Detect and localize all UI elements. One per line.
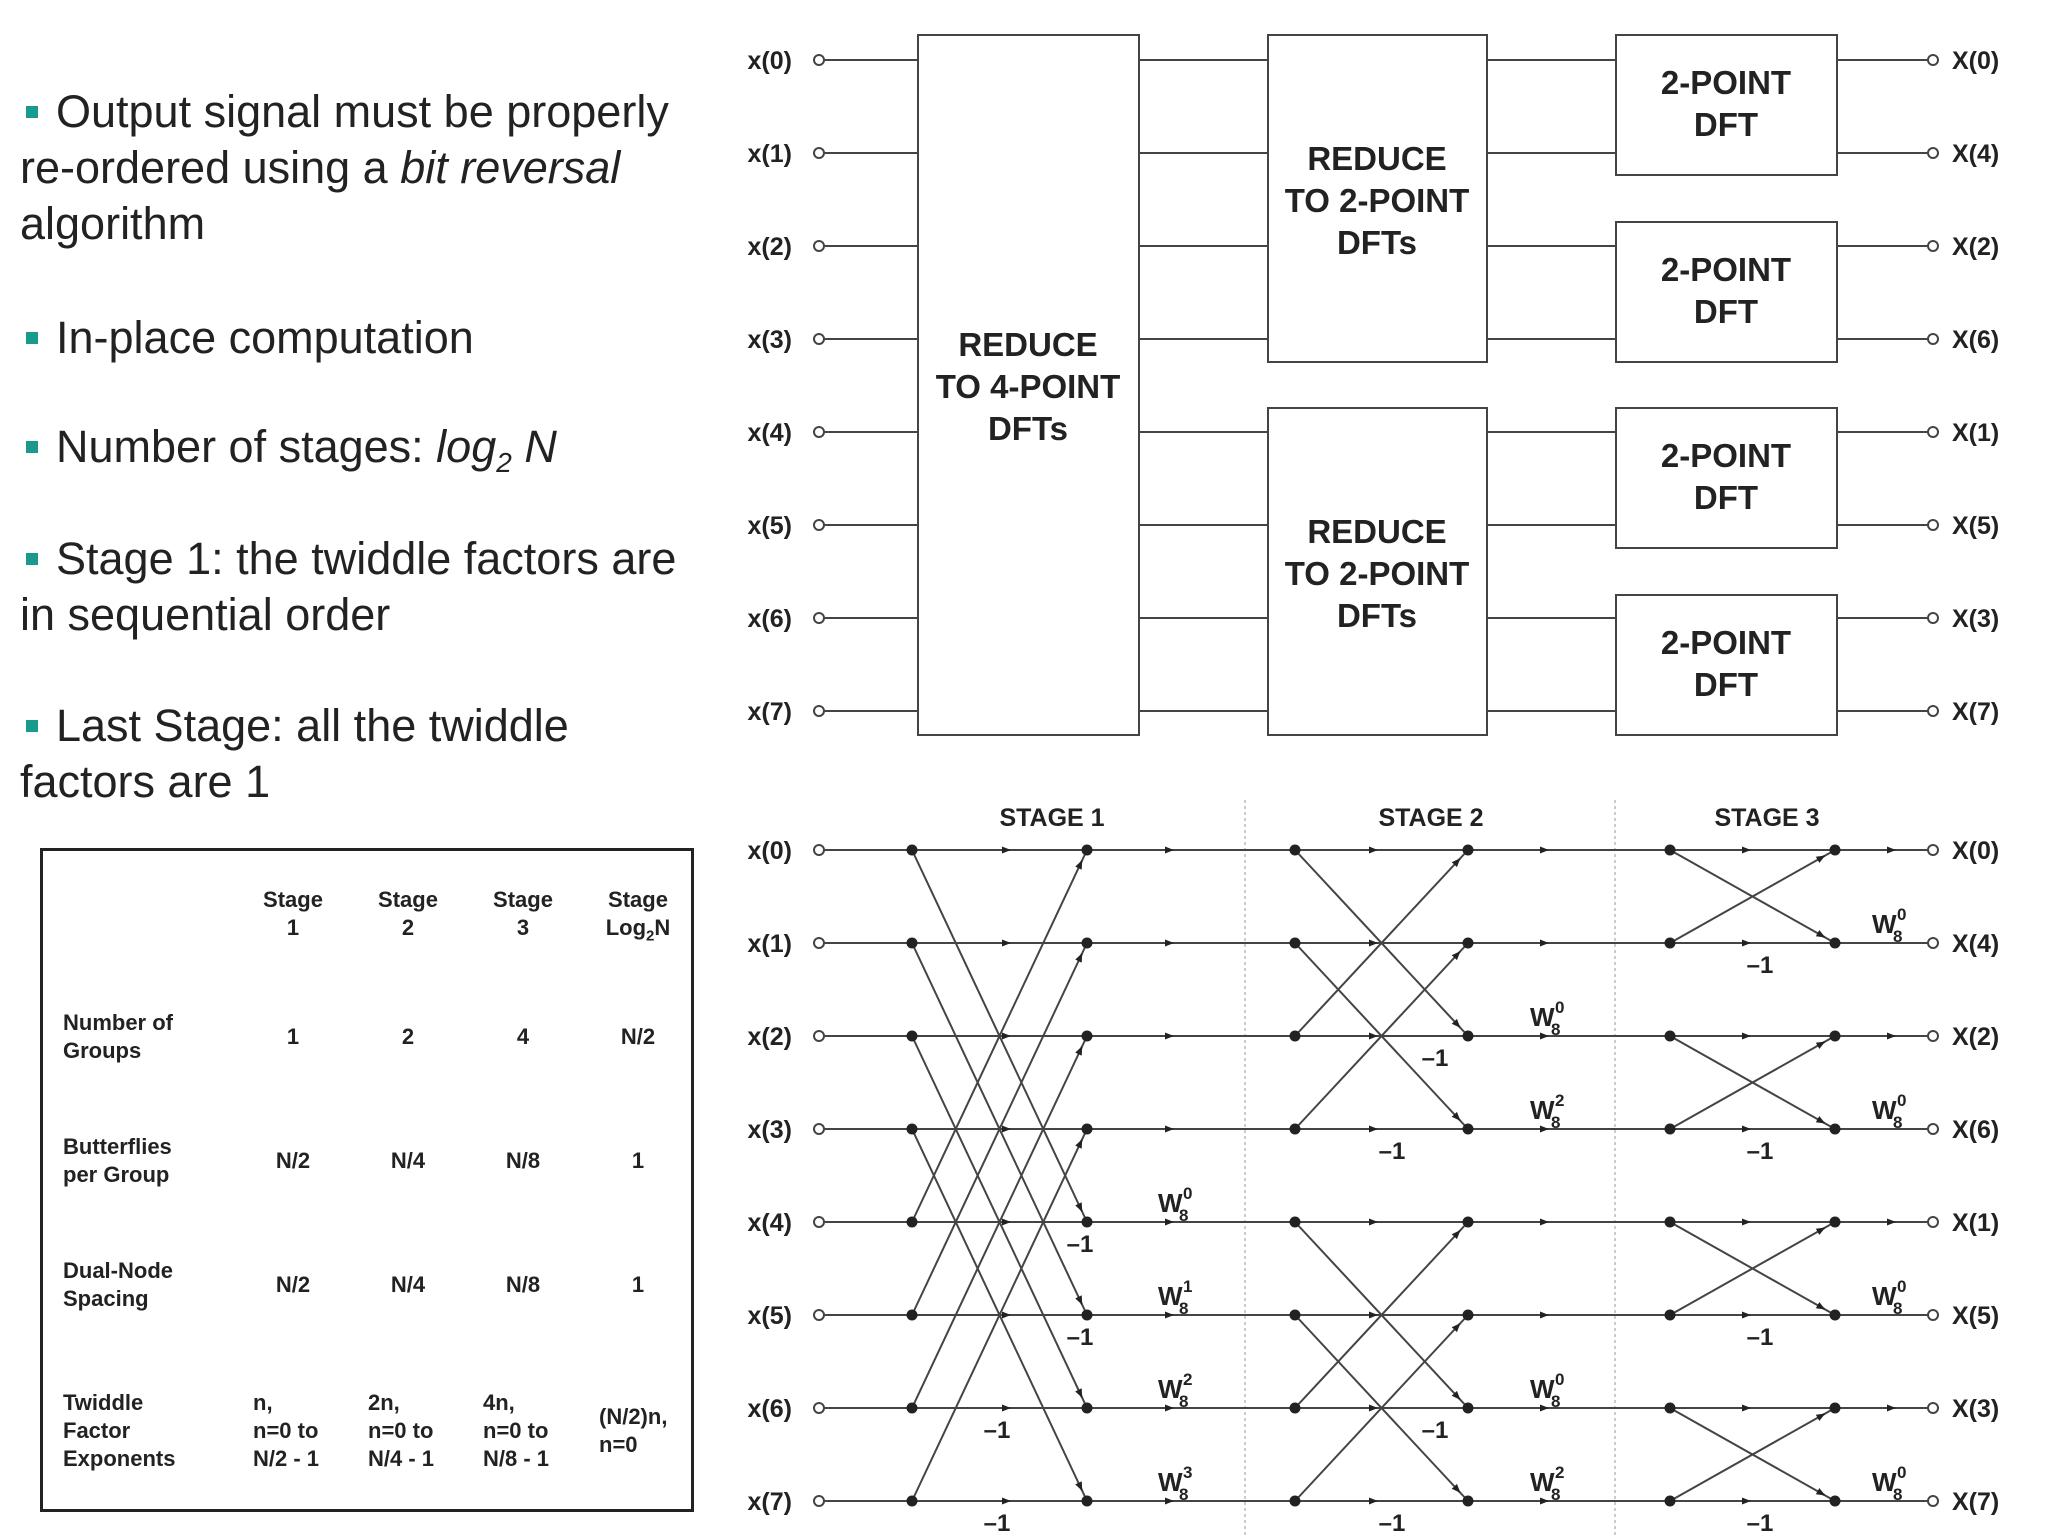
cell-spacing-3: N/8: [505, 1272, 541, 1297]
twiddle-sub: 8: [1551, 1485, 1561, 1504]
minus-one-label: –1: [1421, 1045, 1449, 1072]
output-label: X(0): [1952, 837, 2000, 865]
bullet-italic: bit reversal: [400, 142, 621, 193]
output-node: [1928, 1403, 1938, 1413]
output-node: [1928, 334, 1938, 344]
butterfly-node: [1830, 1124, 1841, 1135]
output-node: [1928, 520, 1938, 530]
bullet-marker: [26, 441, 38, 453]
input-node: [814, 613, 824, 623]
twiddle-sub: 8: [1179, 1392, 1189, 1411]
twiddle-sub: 8: [1893, 927, 1903, 946]
header-log: Log: [605, 915, 647, 940]
block-text: DFT: [1693, 292, 1759, 330]
block-text: 2-POINT: [1660, 623, 1792, 661]
butterfly-node: [1290, 1217, 1301, 1228]
twiddle-sub: 8: [1179, 1206, 1189, 1225]
twiddle-line: N/2 - 1: [253, 1446, 320, 1471]
twiddle-exp: 0: [1897, 905, 1907, 924]
butterfly-node: [1830, 1031, 1841, 1042]
butterfly-node: [1830, 938, 1841, 949]
output-label: X(3): [1952, 1395, 2000, 1423]
butterfly-node: [1082, 1403, 1093, 1414]
twiddle-base: W: [1530, 1467, 1555, 1497]
stage-table: [40, 848, 694, 1512]
minus-one-label: –1: [1746, 952, 1774, 979]
butterfly-node: [1463, 1031, 1474, 1042]
butterfly-node: [1830, 1403, 1841, 1414]
input-label: x(1): [747, 140, 792, 168]
butterfly-node: [1290, 1124, 1301, 1135]
output-label: X(2): [1952, 233, 2000, 261]
butterfly-node: [1830, 1496, 1841, 1507]
twiddle-sub: 8: [1893, 1299, 1903, 1318]
cell-groups-1: 1: [286, 1024, 300, 1049]
row-label-line: per Group: [63, 1162, 170, 1187]
row-label-spacing: [63, 1257, 213, 1313]
butterfly-node: [1463, 845, 1474, 856]
header-line: 1: [286, 915, 300, 940]
butterfly-node: [1082, 1310, 1093, 1321]
output-node: [1928, 1496, 1938, 1506]
block-text: DFT: [1693, 478, 1759, 516]
cell-groups-log: N/2: [620, 1024, 656, 1049]
output-label: X(4): [1952, 930, 2000, 958]
twiddle-exp: 2: [1555, 1091, 1565, 1110]
butterfly-node: [1665, 1124, 1676, 1135]
output-node: [1928, 706, 1938, 716]
twiddle-exp: 1: [1183, 1277, 1193, 1296]
butterfly-node: [1082, 1217, 1093, 1228]
cell-butterflies-3: N/8: [505, 1148, 541, 1173]
input-node: [814, 1031, 824, 1041]
twiddle-exp: 2: [1183, 1370, 1193, 1389]
output-node: [1928, 1217, 1938, 1227]
twiddle-line: n=0: [599, 1432, 638, 1457]
twiddle-exp: 0: [1183, 1184, 1193, 1203]
butterfly-node: [907, 1403, 918, 1414]
block-text: TO 4-POINT: [935, 367, 1121, 405]
butterfly-node: [1290, 845, 1301, 856]
block-text: 2-POINT: [1660, 436, 1792, 474]
output-node: [1928, 845, 1938, 855]
header-line: Stage: [263, 887, 323, 912]
output-node: [1928, 241, 1938, 251]
twiddle-exp: 0: [1897, 1277, 1907, 1296]
butterfly-node: [1665, 1310, 1676, 1321]
butterfly-node: [1665, 1031, 1676, 1042]
output-label: X(6): [1952, 1116, 2000, 1144]
twiddle-sub: 8: [1179, 1485, 1189, 1504]
header-sub: 2: [646, 927, 655, 945]
edge-arrow: [1823, 1042, 1825, 1043]
edge-arrow: [1458, 1324, 1459, 1325]
twiddle-base: W: [1530, 1095, 1555, 1125]
butterfly-node: [1830, 1217, 1841, 1228]
block-text: 2-POINT: [1660, 63, 1792, 101]
butterfly-node: [907, 938, 918, 949]
butterfly-node: [1665, 1496, 1676, 1507]
header-stage-1: [238, 886, 348, 942]
output-label: X(7): [1952, 698, 2000, 726]
cell-groups-3: 4: [516, 1024, 530, 1049]
twiddle-line: 2n,: [368, 1390, 400, 1415]
edge-arrow: [1823, 1308, 1825, 1309]
butterfly-node: [1290, 1403, 1301, 1414]
stage-title: STAGE 1: [999, 804, 1105, 832]
edge-arrow: [1081, 1302, 1082, 1304]
edge-arrow: [1823, 1122, 1825, 1123]
edge-arrow: [1081, 954, 1082, 956]
edge-arrow: [1458, 1231, 1459, 1232]
input-label: x(5): [747, 1302, 792, 1330]
bullet-marker: [26, 720, 38, 732]
header-line: Stage: [378, 887, 438, 912]
formula-log: log: [436, 421, 497, 472]
input-node: [814, 1217, 824, 1227]
twiddle-exp: 2: [1555, 1463, 1565, 1482]
butterfly-node: [1290, 1310, 1301, 1321]
twiddle-base: W: [1872, 909, 1897, 939]
input-label: x(6): [747, 605, 792, 633]
output-label: X(1): [1952, 419, 2000, 447]
butterfly-node: [1082, 1496, 1093, 1507]
output-label: X(5): [1952, 512, 2000, 540]
bullet-text: Stage 1: the twiddle factors are in sequential order: [20, 533, 677, 640]
minus-one-label: –1: [1746, 1324, 1774, 1351]
twiddle-exp: 0: [1555, 1370, 1565, 1389]
output-node: [1928, 427, 1938, 437]
butterfly-node: [1665, 1217, 1676, 1228]
block-diagram: [748, 35, 2000, 735]
edge-arrow: [1081, 861, 1082, 863]
input-label: x(6): [747, 1395, 792, 1423]
input-label: x(5): [747, 512, 792, 540]
bullet-marker: [26, 106, 38, 118]
minus-one-label: –1: [1746, 1138, 1774, 1165]
input-node: [814, 520, 824, 530]
cell-spacing-log: 1: [631, 1272, 645, 1297]
bullet-text: Output signal must be properly re-ordered using a: [20, 86, 669, 193]
butterfly-node: [907, 1496, 918, 1507]
input-label: x(2): [747, 1023, 792, 1051]
twiddle-base: W: [1158, 1188, 1183, 1218]
cell-butterflies-2: N/4: [390, 1148, 426, 1173]
butterfly-node: [1082, 1031, 1093, 1042]
fft-diagrams: [740, 0, 2040, 1536]
minus-one-label: –1: [1066, 1231, 1094, 1258]
cell-spacing-2: N/4: [390, 1272, 426, 1297]
butterfly-node: [1830, 1310, 1841, 1321]
output-label: X(1): [1952, 1209, 2000, 1237]
butterfly-node: [1463, 938, 1474, 949]
twiddle-base: W: [1158, 1374, 1183, 1404]
input-label: x(3): [747, 1116, 792, 1144]
row-label-line: Dual-Node: [63, 1258, 173, 1283]
butterfly-node: [1665, 845, 1676, 856]
cell-groups-2: 2: [401, 1024, 415, 1049]
minus-one-label: –1: [983, 1510, 1011, 1536]
twiddle-line: n=0 to: [253, 1418, 319, 1443]
bullet-text: Number of stages:: [56, 421, 437, 472]
twiddle-sub: 8: [1893, 1113, 1903, 1132]
butterfly-node: [1290, 1496, 1301, 1507]
input-node: [814, 241, 824, 251]
edge-arrow: [1823, 1228, 1825, 1229]
cell-twiddle-1: [253, 1389, 363, 1473]
twiddle-line: n=0 to: [368, 1418, 434, 1443]
cell-twiddle-log: [599, 1403, 709, 1459]
twiddle-line: (N/2)n,: [599, 1404, 668, 1429]
formula-arg: N: [524, 421, 557, 472]
twiddle-sub: 8: [1179, 1299, 1189, 1318]
row-label-line: Butterflies: [63, 1134, 172, 1159]
edge-arrow: [1458, 1491, 1459, 1492]
minus-one-label: –1: [1066, 1324, 1094, 1351]
bullet-stage1: [20, 531, 700, 643]
bullet-text: algorithm: [20, 198, 206, 249]
twiddle-base: W: [1530, 1374, 1555, 1404]
butterfly-node: [907, 1124, 918, 1135]
header-line: [583, 914, 693, 950]
block-text: 2-POINT: [1660, 250, 1792, 288]
edge-arrow: [1458, 952, 1459, 953]
cell-twiddle-3: [483, 1389, 593, 1473]
output-node: [1928, 148, 1938, 158]
input-node: [814, 706, 824, 716]
block-text: DFTs: [987, 409, 1069, 447]
minus-one-label: –1: [1421, 1417, 1449, 1444]
output-node: [1928, 613, 1938, 623]
butterfly-node: [1463, 1496, 1474, 1507]
row-label-groups: [63, 1009, 213, 1065]
input-label: x(0): [747, 47, 792, 75]
bullet-stages: [20, 419, 557, 491]
butterfly-node: [907, 1031, 918, 1042]
block-text: REDUCE: [1307, 139, 1447, 177]
header-line: 3: [516, 915, 530, 940]
input-node: [814, 1310, 824, 1320]
header-stage-3: [468, 886, 578, 942]
output-label: X(4): [1952, 140, 2000, 168]
twiddle-sub: 8: [1551, 1392, 1561, 1411]
output-label: X(7): [1952, 1488, 2000, 1516]
input-node: [814, 427, 824, 437]
twiddle-exp: 0: [1555, 998, 1565, 1017]
row-label-twiddle: [63, 1389, 213, 1473]
twiddle-base: W: [1158, 1281, 1183, 1311]
twiddle-base: W: [1530, 1002, 1555, 1032]
twiddle-line: N/4 - 1: [368, 1446, 435, 1471]
header-stage-2: [353, 886, 463, 942]
input-node: [814, 1496, 824, 1506]
block-text: DFTs: [1336, 223, 1418, 261]
cell-twiddle-2: [368, 1389, 478, 1473]
cell-butterflies-1: N/2: [275, 1148, 311, 1173]
input-node: [814, 55, 824, 65]
twiddle-base: W: [1872, 1281, 1897, 1311]
butterfly-node: [1665, 1403, 1676, 1414]
input-label: x(7): [747, 1488, 792, 1516]
bullet-bit-reversal: [20, 84, 700, 252]
input-label: x(4): [747, 419, 792, 447]
butterfly-node: [1082, 938, 1093, 949]
minus-one-label: –1: [1746, 1510, 1774, 1536]
minus-one-label: –1: [1378, 1138, 1406, 1165]
input-node: [814, 1403, 824, 1413]
edge-arrow: [1823, 1494, 1825, 1495]
block-text: TO 2-POINT: [1284, 181, 1470, 219]
input-node: [814, 938, 824, 948]
minus-one-label: –1: [1378, 1510, 1406, 1536]
minus-one-label: –1: [983, 1417, 1011, 1444]
edge-arrow: [1081, 1047, 1082, 1049]
edge-arrow: [1823, 936, 1825, 937]
edge-arrow: [1458, 1026, 1459, 1027]
input-node: [814, 845, 824, 855]
bullet-text: In-place computation: [56, 312, 474, 363]
butterfly-node: [1463, 1217, 1474, 1228]
output-node: [1928, 1031, 1938, 1041]
input-label: x(0): [747, 837, 792, 865]
input-node: [814, 148, 824, 158]
block-text: REDUCE: [958, 325, 1098, 363]
twiddle-line: 4n,: [483, 1390, 515, 1415]
twiddle-sub: 8: [1893, 1485, 1903, 1504]
butterfly-node: [1290, 1031, 1301, 1042]
input-label: x(1): [747, 930, 792, 958]
output-node: [1928, 1310, 1938, 1320]
butterfly-node: [907, 845, 918, 856]
twiddle-line: n,: [253, 1390, 273, 1415]
input-label: x(2): [747, 233, 792, 261]
butterfly-node: [1463, 1124, 1474, 1135]
output-node: [1928, 938, 1938, 948]
row-label-line: Factor: [63, 1418, 131, 1443]
butterfly-node: [1082, 845, 1093, 856]
formula-sub: 2: [496, 447, 512, 478]
edge-arrow: [1081, 1395, 1082, 1397]
twiddle-line: N/8 - 1: [483, 1446, 550, 1471]
edge-arrow: [1823, 1414, 1825, 1415]
output-label: X(3): [1952, 605, 2000, 633]
twiddle-exp: 0: [1897, 1463, 1907, 1482]
block-text: DFT: [1693, 665, 1759, 703]
bullet-in-place: [20, 310, 474, 366]
cell-spacing-1: N/2: [275, 1272, 311, 1297]
butterfly-node: [907, 1217, 918, 1228]
edge-arrow: [1081, 1140, 1082, 1142]
row-label-line: Groups: [63, 1038, 142, 1063]
edge-arrow: [1081, 1209, 1082, 1211]
header-tail: N: [654, 915, 671, 940]
header-line: Stage: [493, 887, 553, 912]
edge-arrow: [1458, 1119, 1459, 1120]
twiddle-sub: 8: [1551, 1020, 1561, 1039]
row-label-line: Twiddle: [63, 1390, 144, 1415]
flow-graph: [748, 800, 2000, 1536]
twiddle-base: W: [1872, 1467, 1897, 1497]
twiddle-base: W: [1872, 1095, 1897, 1125]
output-label: X(0): [1952, 47, 2000, 75]
header-line: 2: [401, 915, 415, 940]
stage-title: STAGE 2: [1378, 804, 1484, 832]
header-stage-log2n: [583, 886, 693, 950]
row-label-line: Exponents: [63, 1446, 176, 1471]
bullet-text: Last Stage: all the twiddle factors are 1: [20, 700, 569, 807]
block-text: TO 2-POINT: [1284, 554, 1470, 592]
twiddle-base: W: [1158, 1467, 1183, 1497]
output-label: X(6): [1952, 326, 2000, 354]
input-label: x(7): [747, 698, 792, 726]
twiddle-exp: 0: [1897, 1091, 1907, 1110]
bullet-last-stage: [20, 698, 700, 810]
butterfly-node: [907, 1310, 918, 1321]
bullet-marker: [26, 332, 38, 344]
input-label: x(3): [747, 326, 792, 354]
output-node: [1928, 1124, 1938, 1134]
stage-title: STAGE 3: [1714, 804, 1820, 832]
input-node: [814, 334, 824, 344]
input-node: [814, 1124, 824, 1134]
bullet-marker: [26, 553, 38, 565]
butterfly-node: [1830, 845, 1841, 856]
butterfly-node: [1463, 1403, 1474, 1414]
block-text: DFT: [1693, 105, 1759, 143]
header-line: Stage: [608, 887, 668, 912]
butterfly-node: [1082, 1124, 1093, 1135]
edge-arrow: [1458, 859, 1459, 860]
twiddle-exp: 3: [1183, 1463, 1193, 1482]
input-label: x(4): [747, 1209, 792, 1237]
output-node: [1928, 55, 1938, 65]
block-text: REDUCE: [1307, 512, 1447, 550]
output-label: X(5): [1952, 1302, 2000, 1330]
output-label: X(2): [1952, 1023, 2000, 1051]
row-label-butterflies: [63, 1133, 213, 1189]
row-label-line: Number of: [63, 1010, 173, 1035]
twiddle-line: n=0 to: [483, 1418, 549, 1443]
butterfly-node: [1665, 938, 1676, 949]
edge-arrow: [1823, 856, 1825, 857]
row-label-line: Spacing: [63, 1286, 149, 1311]
edge-arrow: [1081, 1488, 1082, 1490]
butterfly-node: [1290, 938, 1301, 949]
butterfly-node: [1463, 1310, 1474, 1321]
block-text: DFTs: [1336, 596, 1418, 634]
cell-butterflies-log: 1: [631, 1148, 645, 1173]
twiddle-sub: 8: [1551, 1113, 1561, 1132]
edge-arrow: [1458, 1398, 1459, 1399]
